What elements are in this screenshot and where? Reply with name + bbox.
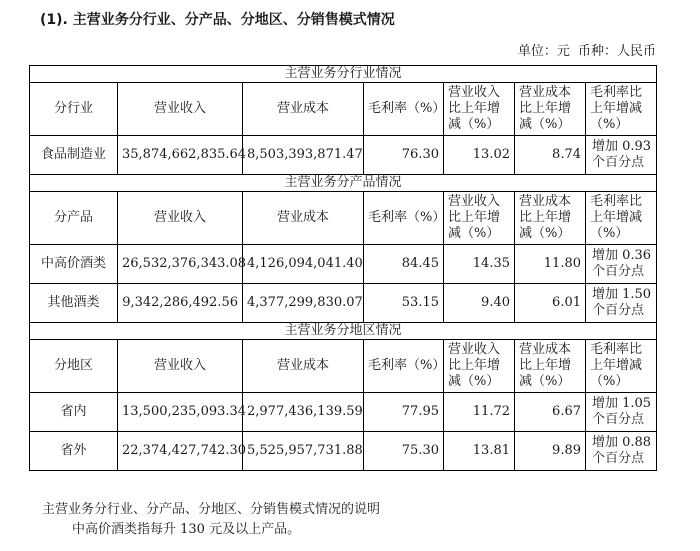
column-header: 营业成本比上年增减（%） <box>515 83 586 136</box>
revenue-change-cell: 13.81 <box>444 432 515 471</box>
margin-change-cell: 增加 1.50 个百分点 <box>586 284 657 323</box>
table-row <box>30 245 657 284</box>
cost-change-cell: 8.74 <box>515 136 586 175</box>
margin-cell: 84.45 <box>364 245 444 284</box>
column-header: 毛利率（%） <box>364 83 444 136</box>
column-header: 营业成本 <box>243 192 364 245</box>
column-header: 营业成本比上年增减（%） <box>515 340 586 393</box>
row-name: 中高价酒类 <box>30 245 118 284</box>
margin-change-cell: 增加 1.05 个百分点 <box>586 393 657 432</box>
section-title: 主营业务分产品情况 <box>30 175 657 192</box>
note-title: 主营业务分行业、分产品、分地区、分销售模式情况的说明 <box>42 502 381 517</box>
cost-cell: 8,503,393,871.47 <box>243 136 364 175</box>
dimension-header: 分产品 <box>30 192 118 245</box>
revenue-change-cell: 11.72 <box>444 393 515 432</box>
cost-cell: 4,377,299,830.07 <box>243 284 364 323</box>
section-title-row <box>30 175 657 192</box>
dimension-header: 分地区 <box>30 340 118 393</box>
note-text: 中高价酒类指每升 130 元及以上产品。 <box>72 522 301 537</box>
margin-change-cell: 增加 0.36 个百分点 <box>586 245 657 284</box>
revenue-cell: 13,500,235,093.34 <box>118 393 243 432</box>
column-header: 营业成本 <box>243 83 364 136</box>
column-header: 毛利率比上年增减（%） <box>586 340 657 393</box>
cost-cell: 5,525,957,731.88 <box>243 432 364 471</box>
section-heading: (1). 主营业务分行业、分产品、分地区、分销售模式情况 <box>40 12 395 28</box>
row-name: 食品制造业 <box>30 136 118 175</box>
header-row <box>30 83 657 136</box>
revenue-cell: 26,532,376,343.08 <box>118 245 243 284</box>
table-row <box>30 136 657 175</box>
margin-cell: 75.30 <box>364 432 444 471</box>
column-header: 营业收入比上年增减（%） <box>444 192 515 245</box>
margin-change-cell: 增加 0.93 个百分点 <box>586 136 657 175</box>
revenue-change-cell: 9.40 <box>444 284 515 323</box>
section-title: 主营业务分地区情况 <box>30 323 657 340</box>
section-title-row <box>30 66 657 83</box>
cost-cell: 2,977,436,139.59 <box>243 393 364 432</box>
cost-change-cell: 11.80 <box>515 245 586 284</box>
column-header: 营业收入 <box>118 83 243 136</box>
row-name: 其他酒类 <box>30 284 118 323</box>
unit-label: 单位：元 <box>517 44 570 59</box>
margin-cell: 53.15 <box>364 284 444 323</box>
column-header: 毛利率比上年增减（%） <box>586 192 657 245</box>
column-header: 营业成本比上年增减（%） <box>515 192 586 245</box>
header-row <box>30 192 657 245</box>
cost-change-cell: 9.89 <box>515 432 586 471</box>
revenue-change-cell: 14.35 <box>444 245 515 284</box>
table-row <box>30 393 657 432</box>
margin-cell: 76.30 <box>364 136 444 175</box>
column-header: 营业收入比上年增减（%） <box>444 83 515 136</box>
column-header: 毛利率比上年增减（%） <box>586 83 657 136</box>
table-row <box>30 432 657 471</box>
notes <box>42 500 380 540</box>
revenue-cell: 9,342,286,492.56 <box>118 284 243 323</box>
header-row <box>30 340 657 393</box>
dimension-header: 分行业 <box>30 83 118 136</box>
cost-change-cell: 6.67 <box>515 393 586 432</box>
margin-cell: 77.95 <box>364 393 444 432</box>
cost-change-cell: 6.01 <box>515 284 586 323</box>
column-header: 毛利率（%） <box>364 340 444 393</box>
revenue-cell: 22,374,427,742.30 <box>118 432 243 471</box>
cost-cell: 4,126,094,041.40 <box>243 245 364 284</box>
column-header: 营业成本 <box>243 340 364 393</box>
table-row <box>30 284 657 323</box>
column-header: 营业收入比上年增减（%） <box>444 340 515 393</box>
revenue-cell: 35,874,662,835.64 <box>118 136 243 175</box>
row-name: 省外 <box>30 432 118 471</box>
business-breakdown-table <box>29 65 657 471</box>
column-header: 营业收入 <box>118 192 243 245</box>
column-header: 毛利率（%） <box>364 192 444 245</box>
section-title-row <box>30 323 657 340</box>
row-name: 省内 <box>30 393 118 432</box>
unit-currency-line <box>514 40 656 59</box>
revenue-change-cell: 13.02 <box>444 136 515 175</box>
margin-change-cell: 增加 0.88 个百分点 <box>586 432 657 471</box>
column-header: 营业收入 <box>118 340 243 393</box>
currency-label: 币种：人民币 <box>577 44 656 59</box>
section-title: 主营业务分行业情况 <box>30 66 657 83</box>
